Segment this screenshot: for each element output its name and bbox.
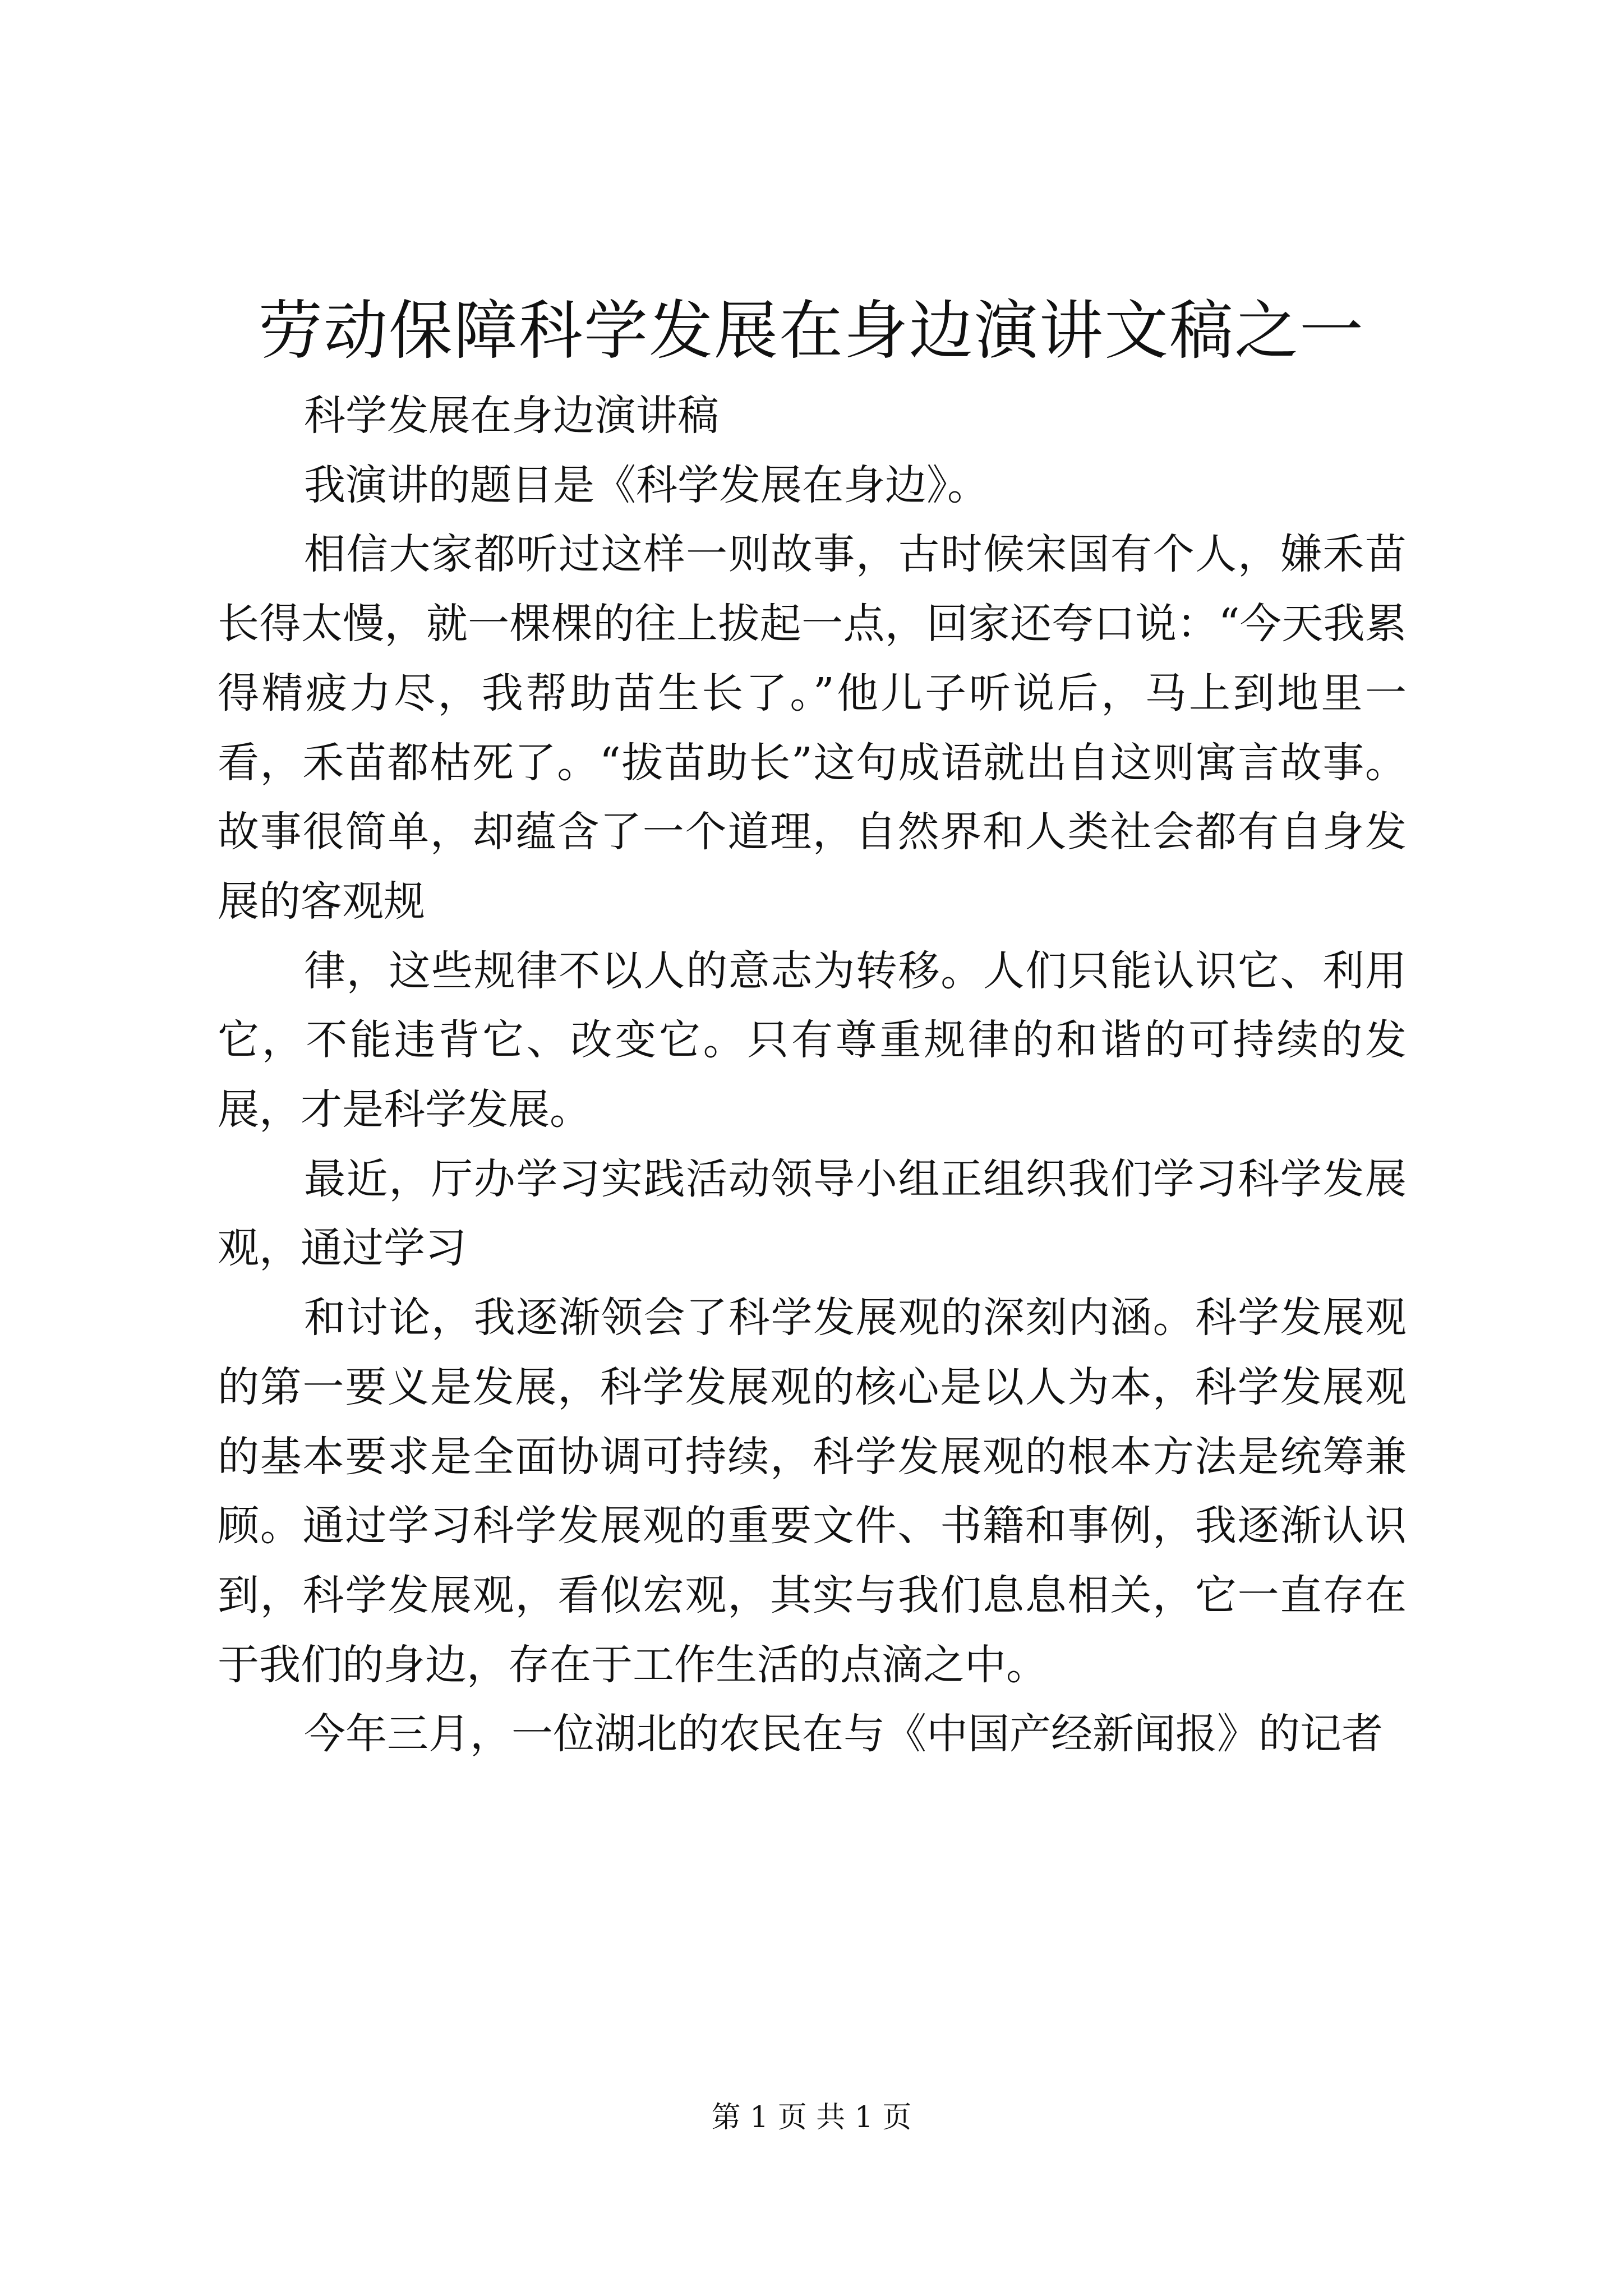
paragraph: 律，这些规律不以人的意志为转移。人们只能认识它、利用它，不能违背它、改变它。只有尊重规律的和谐的可持续的发展，才是科学发展。 (218, 946, 1407, 1134)
paragraph: 科学发展在身边演讲稿 (304, 392, 719, 440)
paragraph: 相信大家都听过这样一则故事，古时候宋国有个人，嫌禾苗长得太慢，就一棵棵的往上拔起一点，回家还夸口说：“今天我累得精疲力尽，我帮助苗生长了。”他儿子听说后，马上到地里一看，禾苗都枯死了。“拔苗助长”这句成语就出自这则寓言故事。故事很简单，却蕴含了一个道理，自然界和人类社会都有自身发展的客观规 (218, 530, 1407, 926)
document-title: 劳动保障科学发展在身边演讲文稿之一 (258, 293, 1364, 368)
document-body (218, 381, 1407, 1769)
page-number-label: 第 1 页 共 1 页 (711, 2101, 912, 2134)
paragraph: 我演讲的题目是《科学发展在身边》。 (304, 461, 989, 509)
paragraph: 最近，厅办学习实践活动领导小组正组织我们学习科学发展观，通过学习 (218, 1154, 1407, 1273)
paragraph: 今年三月，一位湖北的农民在与《中国产经新闻报》的记者 (304, 1710, 1383, 1759)
paragraph: 和讨论，我逐渐领会了科学发展观的深刻内涵。科学发展观的第一要义是发展，科学发展观的核心是以人为本，科学发展观的基本要求是全面协调可持续，科学发展观的根本方法是统筹兼顾。通过学习科学发展观的重要文件、书籍和事例，我逐渐认识到，科学发展观，看似宏观，其实与我们息息相关，它一直存在于我们的身边，存在于工作生活的点滴之中。 (218, 1294, 1407, 1689)
page-footer (0, 2098, 1623, 2137)
